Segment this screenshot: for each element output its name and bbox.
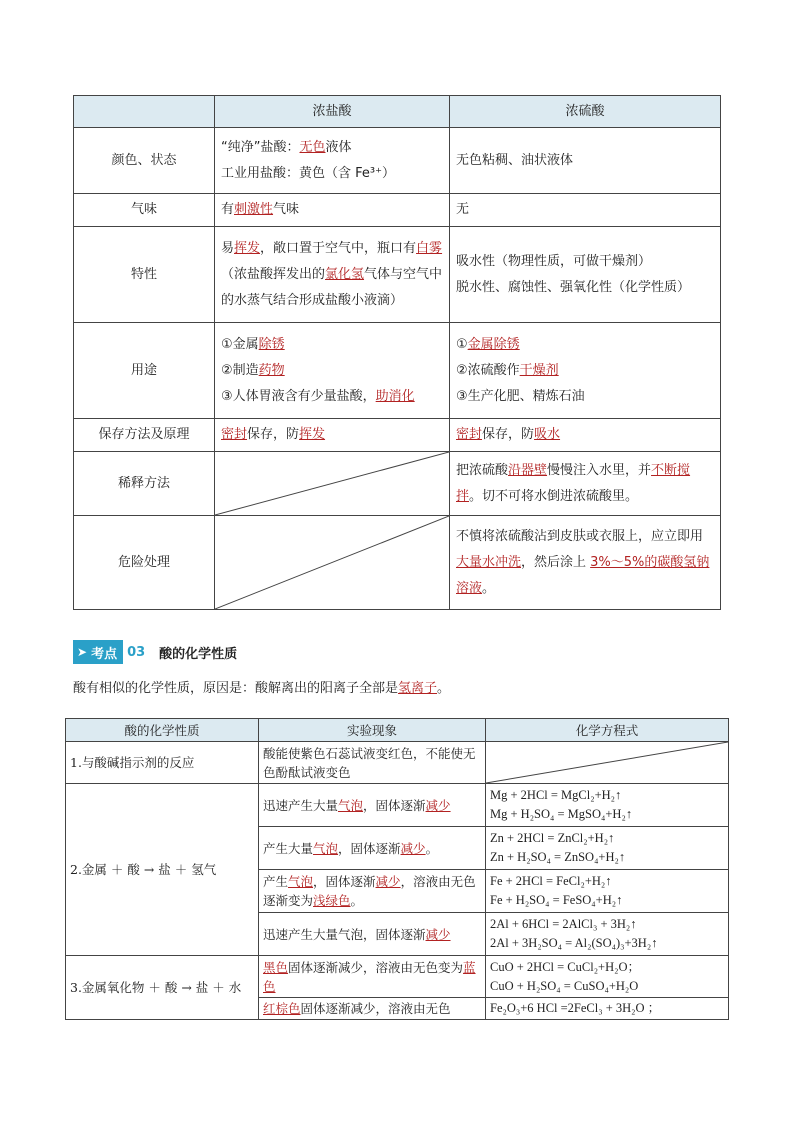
equation: Fe₂O₃+6 HCl =2FeCl₃ + 3H₂O ； — [490, 1001, 661, 1015]
phenomenon-cell — [259, 998, 486, 1020]
empty-diagonal-cell — [486, 742, 729, 784]
property-cell: 2.金属 ＋ 酸 → 盐 ＋ 氢气 — [66, 784, 259, 956]
answer-text: 气泡 — [313, 840, 339, 856]
row-label: 保存方法及原理 — [74, 419, 215, 452]
answer-text: 减少 — [375, 874, 401, 889]
text: 保存，防 — [247, 427, 300, 442]
acid-properties-table — [65, 718, 729, 1020]
section-number: 03 — [127, 644, 146, 660]
answer-text: 挥发 — [234, 240, 261, 256]
equation: Mg + 2HCl = MgCl₂+H₂↑ — [490, 788, 622, 802]
table-row — [66, 742, 729, 784]
equation-cell — [486, 827, 729, 870]
equation: CuO + H₂SO₄ = CuSO₄+H₂O — [490, 978, 639, 993]
equation: Fe + 2HCl = FeCl₂+H₂↑ — [490, 874, 612, 888]
answer-text: 密封 — [221, 427, 248, 442]
text: ②制造 — [221, 362, 259, 378]
answer-text: 助消化 — [375, 388, 415, 404]
property-cell: 1.与酸碱指示剂的反应 — [66, 742, 259, 784]
text: 把浓硫酸 — [456, 462, 509, 478]
answer-text: 白雾 — [416, 240, 443, 256]
text: 气体与空气中的水蒸气结合形成盐酸小液滴） — [221, 266, 443, 308]
text: 固体逐渐减少，溶液由无色变为 — [288, 959, 464, 975]
text: ②浓硫酸作 — [456, 362, 520, 378]
hcl-cell — [215, 128, 450, 194]
text: 脱水性、腐蚀性、强氧化性（化学性质） — [456, 279, 691, 295]
answer-text: 吸水 — [534, 427, 561, 442]
equation: Zn + H₂SO₄ = ZnSO₄+H₂↑ — [490, 850, 626, 864]
table-header-row — [74, 96, 721, 128]
phenomenon-cell: 酸能使紫色石蕊试液变红色，不能使无色酚酞试液变色 — [259, 742, 486, 784]
equation: Zn + 2HCl = ZnCl₂+H₂↑ — [490, 831, 615, 845]
equation-cell — [486, 956, 729, 998]
h2so4-cell — [450, 323, 721, 419]
text: 产生 — [263, 874, 289, 889]
hcl-cell — [215, 419, 450, 452]
answer-text: 除锈 — [258, 336, 285, 352]
badge-label: 考点 — [91, 646, 118, 662]
phenomenon-cell — [259, 956, 486, 998]
text: ，固体逐渐 — [313, 874, 376, 889]
text: ①金属 — [221, 336, 259, 352]
equation: CuO + 2HCl = CuCl₂+H₂O； — [490, 959, 641, 974]
table-row — [74, 227, 721, 323]
text: ③人体胃液含有少量盐酸， — [221, 388, 376, 404]
header-cell-empty — [74, 96, 215, 128]
text: 迅速产生大量气泡，固体逐渐 — [263, 926, 426, 942]
hcl-cell — [215, 323, 450, 419]
hcl-cell — [215, 227, 450, 323]
header-cell-property: 酸的化学性质 — [66, 719, 259, 742]
row-label: 气味 — [74, 194, 215, 227]
text: 易 — [221, 240, 235, 256]
section-title: 酸的化学性质 — [159, 646, 238, 662]
equation: 2Al + 6HCl = 2AlCl₃ + 3H₂↑ — [490, 917, 637, 931]
equation-cell — [486, 998, 729, 1020]
text: ，固体逐渐 — [363, 797, 426, 813]
text: （浓盐酸挥发出的 — [221, 266, 326, 282]
hcl-cell — [215, 194, 450, 227]
text: 。 — [350, 893, 364, 908]
header-cell-h2so4: 浓硫酸 — [450, 96, 721, 128]
table-row — [74, 452, 721, 516]
answer-text: 红棕色 — [263, 1001, 301, 1016]
text: 迅速产生大量 — [263, 797, 339, 813]
text: ，固体逐渐 — [338, 840, 401, 856]
table-header-row — [66, 719, 729, 742]
answer-text: 挥发 — [299, 427, 326, 442]
phenomenon-cell — [259, 870, 486, 913]
text: 。 — [425, 840, 439, 856]
answer-text: 氯化氢 — [325, 266, 365, 282]
answer-text: 气泡 — [288, 874, 314, 889]
arrow-right-icon: ➤ — [77, 645, 88, 659]
h2so4-cell: 无色粘稠、油状液体 — [450, 128, 721, 194]
answer-text: 减少 — [400, 840, 426, 856]
row-label: 危险处理 — [74, 516, 215, 610]
answer-text: 气泡 — [338, 797, 364, 813]
answer-text: 浅绿色 — [313, 893, 351, 908]
table-row — [74, 516, 721, 610]
text: 。 — [437, 681, 451, 696]
section-badge — [73, 640, 123, 664]
answer-text: 不断搅拌 — [456, 462, 691, 504]
row-label: 特性 — [74, 227, 215, 323]
equation-cell — [486, 870, 729, 913]
phenomenon-cell — [259, 784, 486, 827]
text: ，然后涂上 — [521, 554, 591, 570]
table-row — [66, 956, 729, 998]
answer-text: 无色 — [299, 139, 326, 155]
header-cell-equation: 化学方程式 — [486, 719, 729, 742]
text: 。切不可将水倒进浓硫酸里。 — [469, 488, 639, 504]
diagonal-line — [215, 452, 449, 515]
table-row — [74, 419, 721, 452]
equation: 2Al + 3H₂SO₄ = Al₂(SO₄)₃+3H₂↑ — [490, 936, 658, 950]
empty-diagonal-cell — [215, 516, 450, 610]
acid-comparison-table — [73, 95, 721, 610]
equation-cell — [486, 784, 729, 827]
table-row — [74, 128, 721, 194]
h2so4-cell — [450, 227, 721, 323]
h2so4-cell — [450, 419, 721, 452]
row-label: 颜色、状态 — [74, 128, 215, 194]
text: 吸水性（物理性质，可做干燥剂） — [456, 253, 652, 269]
table-row — [74, 323, 721, 419]
table-row — [74, 194, 721, 227]
text: 工业用盐酸：黄色（含 Fe³⁺） — [221, 165, 395, 181]
answer-text: 蓝色 — [263, 959, 476, 994]
answer-text: 药物 — [258, 362, 285, 378]
text: 液体 — [325, 139, 352, 155]
header-cell-phenomenon: 实验现象 — [259, 719, 486, 742]
h2so4-cell: 无 — [450, 194, 721, 227]
section-heading — [73, 640, 237, 664]
equation: Mg + H₂SO₄ = MgSO₄+H₂↑ — [490, 807, 633, 821]
text: “纯净”盐酸： — [221, 139, 300, 155]
text: 保存，防 — [482, 427, 535, 442]
h2so4-cell — [450, 516, 721, 610]
text: 。 — [482, 580, 496, 596]
empty-diagonal-cell — [215, 452, 450, 516]
property-cell: 3.金属氧化物 ＋ 酸 → 盐 ＋ 水 — [66, 956, 259, 1020]
text: 产生大量 — [263, 840, 314, 856]
text: ，溶液由无色逐渐变为 — [263, 874, 476, 908]
answer-text: 金属除锈 — [467, 336, 520, 352]
diagonal-line — [486, 742, 728, 783]
header-cell-hcl: 浓盐酸 — [215, 96, 450, 128]
text: 慢慢注入水里，并 — [547, 462, 652, 478]
h2so4-cell — [450, 452, 721, 516]
answer-text: 减少 — [425, 926, 451, 942]
intro-paragraph — [73, 677, 450, 696]
answer-text: 大量水冲洗 — [456, 554, 522, 570]
equation-cell — [486, 913, 729, 956]
answer-text: 3%～5%的碳酸氢钠溶液 — [456, 554, 710, 596]
answer-text: 黑色 — [263, 959, 289, 975]
answer-text: 密封 — [456, 427, 483, 442]
text: ① — [456, 336, 468, 352]
row-label: 稀释方法 — [74, 452, 215, 516]
text: 气味 — [273, 202, 300, 217]
answer-text: 干燥剂 — [519, 362, 559, 378]
text: ，敞口置于空气中，瓶口有 — [260, 240, 417, 256]
text: 固体逐渐减少，溶液由无色 — [300, 1001, 451, 1016]
phenomenon-cell — [259, 913, 486, 956]
text: 有 — [221, 202, 235, 217]
row-label: 用途 — [74, 323, 215, 419]
answer-text: 氢离子 — [398, 681, 438, 696]
text: ③生产化肥、精炼石油 — [456, 388, 585, 404]
phenomenon-cell — [259, 827, 486, 870]
text: 酸有相似的化学性质，原因是：酸解离出的阳离子全部是 — [73, 681, 399, 696]
answer-text: 减少 — [425, 797, 451, 813]
equation: Fe + H₂SO₄ = FeSO₄+H₂↑ — [490, 893, 623, 907]
answer-text: 刺激性 — [234, 202, 274, 217]
table-row — [66, 784, 729, 827]
diagonal-line — [215, 516, 449, 609]
text: 不慎将浓硫酸沾到皮肤或衣服上，应立即用 — [456, 528, 704, 544]
answer-text: 沿器壁 — [508, 462, 548, 478]
